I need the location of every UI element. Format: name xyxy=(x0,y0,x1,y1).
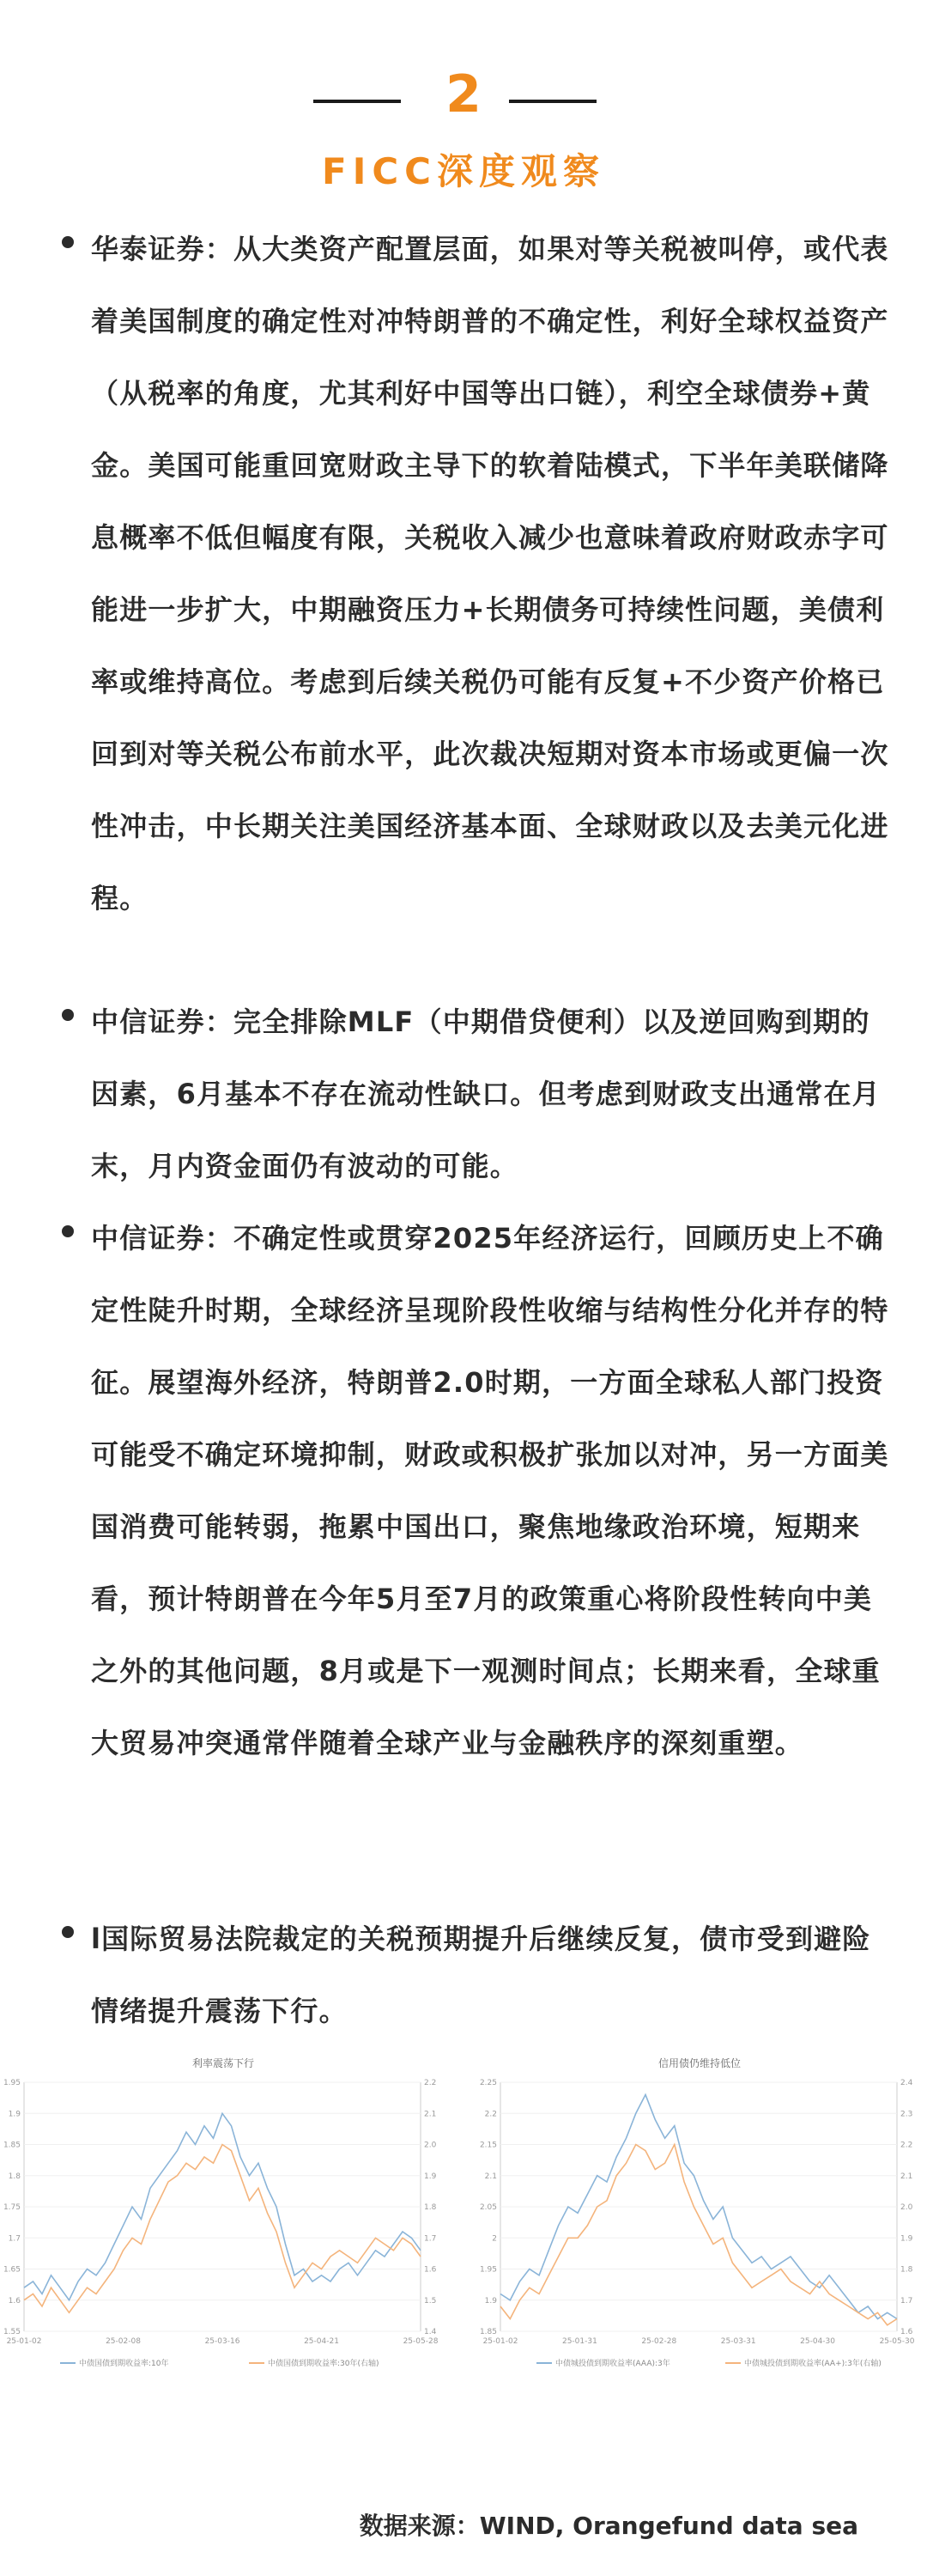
x-tick-label: 25-05-28 xyxy=(403,2337,439,2346)
y-tick-label-right: 2.0 xyxy=(424,2141,437,2150)
y-tick-label-right: 2.4 xyxy=(900,2079,913,2087)
y-tick-label-right: 1.9 xyxy=(900,2234,913,2244)
x-tick-label: 25-01-31 xyxy=(561,2337,597,2346)
y-tick-label-right: 2.1 xyxy=(424,2110,437,2119)
y-tick-label-right: 1.7 xyxy=(900,2296,913,2306)
y-tick-label-left: 1.65 xyxy=(3,2265,21,2275)
x-tick-label: 25-05-30 xyxy=(879,2337,915,2346)
y-tick-label-right: 1.8 xyxy=(424,2203,437,2212)
bullet-dot-icon xyxy=(62,1009,74,1021)
y-tick-label-left: 1.6 xyxy=(8,2296,21,2306)
legend-label: 中债国债到期收益率:10年 xyxy=(79,2360,169,2368)
y-tick-label-left: 1.75 xyxy=(3,2203,21,2212)
section-number: 2 xyxy=(445,64,482,125)
y-tick-label-right: 1.6 xyxy=(900,2328,913,2336)
legend-label: 中债国债到期收益率:30年(右轴) xyxy=(268,2360,379,2368)
bullet-item xyxy=(0,213,927,986)
section-header xyxy=(0,60,927,129)
series-line xyxy=(500,2145,897,2325)
section-title: FICC深度观察 xyxy=(322,150,605,192)
y-tick-label-right: 2.3 xyxy=(900,2110,913,2119)
y-tick-label-right: 1.7 xyxy=(424,2234,437,2244)
series-line xyxy=(24,2145,421,2313)
bullet-dot-icon xyxy=(62,236,74,248)
y-tick-label-left: 2.15 xyxy=(479,2141,497,2150)
y-tick-label-left: 1.85 xyxy=(3,2141,21,2150)
y-tick-label-left: 1.95 xyxy=(479,2265,497,2275)
y-tick-label-left: 2.25 xyxy=(479,2079,497,2087)
y-tick-label-left: 1.95 xyxy=(3,2079,21,2087)
y-tick-label-left: 1.9 xyxy=(484,2296,497,2306)
bullet-list xyxy=(0,213,927,2047)
rate-chart-svg xyxy=(0,2048,446,2391)
bullet-item xyxy=(0,1202,927,1903)
chart-title: 利率震荡下行 xyxy=(191,2057,255,2069)
bullet-text: l国际贸易法院裁定的关税预期提升后继续反复，债市受到避险情绪提升震荡下行。 xyxy=(91,1923,871,2027)
bullet-dot-icon xyxy=(62,1926,74,1938)
credit-chart-svg xyxy=(476,2048,923,2391)
legend-label: 中债城投债到期收益率(AA+):3年(右轴) xyxy=(744,2360,882,2368)
y-tick-label-left: 2.05 xyxy=(479,2203,497,2212)
bullet-text: 华泰证券：从大类资产配置层面，如果对等关税被叫停，或代表着美国制度的确定性对冲特朗普的不确定性，利好全球权益资产（从税率的角度，尤其利好中国等出口链），利空全球债券+黄金。美国可能重回宽财政主导下的软着陆模式，下半年美联储降息概率不低但幅度有限，关税收入减少也意味着政府财政赤字可能进一步扩大，中期融资压力+长期债务可持续性问题，美债利率或维持高位。考虑到后续关税仍可能有反复+不少资产价格已回到对等关税公布前水平，此次裁决短期对资本市场或更偏一次性冲击，中长期关注美国经济基本面、全球财政以及去美元化进程。 xyxy=(91,233,889,914)
x-tick-label: 25-01-02 xyxy=(482,2337,518,2346)
bullet-item xyxy=(0,1903,927,2047)
y-tick-label-left: 2 xyxy=(492,2234,497,2244)
y-tick-label-right: 1.9 xyxy=(424,2172,437,2181)
bullet-item xyxy=(0,986,927,1202)
y-tick-label-right: 1.4 xyxy=(424,2328,437,2336)
y-tick-label-left: 1.7 xyxy=(8,2234,21,2244)
header-rule-right xyxy=(509,100,597,103)
y-tick-label-left: 1.85 xyxy=(479,2328,497,2336)
y-tick-label-right: 1.6 xyxy=(424,2265,437,2275)
y-tick-label-left: 1.55 xyxy=(3,2328,21,2336)
y-tick-label-left: 1.8 xyxy=(8,2172,21,2181)
y-tick-label-left: 1.9 xyxy=(8,2110,21,2119)
y-tick-label-right: 2.1 xyxy=(900,2172,913,2181)
x-tick-label: 25-03-16 xyxy=(204,2337,240,2346)
x-tick-label: 25-03-31 xyxy=(720,2337,756,2346)
legend-label: 中债城投债到期收益率(AAA):3年 xyxy=(555,2360,670,2368)
y-tick-label-left: 2.1 xyxy=(484,2172,497,2181)
y-tick-label-left: 2.2 xyxy=(484,2110,497,2119)
x-tick-label: 25-01-02 xyxy=(6,2337,42,2346)
bullet-text: 中信证券：完全排除MLF（中期借贷便利）以及逆回购到期的因素，6月基本不存在流动性缺口。但考虑到财政支出通常在月末，月内资金面仍有波动的可能。 xyxy=(91,1005,881,1182)
x-tick-label: 25-02-08 xyxy=(106,2337,141,2346)
y-tick-label-right: 2.2 xyxy=(424,2079,437,2087)
charts-row xyxy=(0,2048,927,2409)
y-tick-label-right: 2.2 xyxy=(900,2141,913,2150)
chart-title: 信用债仍维持低位 xyxy=(657,2057,742,2069)
bullet-dot-icon xyxy=(62,1225,74,1237)
y-tick-label-right: 1.5 xyxy=(424,2296,437,2306)
x-tick-label: 25-04-30 xyxy=(800,2337,836,2346)
bullet-text: 中信证券：不确定性或贯穿2025年经济运行，回顾历史上不确定性陡升时期，全球经济呈现阶段性收缩与结构性分化并存的特征。展望海外经济，特朗普2.0时期，一方面全球私人部门投资可能受不确定环境抑制，财政或积极扩张加以对冲，另一方面美国消费可能转弱，拖累中国出口，聚焦地缘政治环境，短期来看，预计特朗普在今年5月至7月的政策重心将阶段性转向中美之外的其他问题，8月或是下一观测时间点；长期来看，全球重大贸易冲突通常伴随着全球产业与金融秩序的深刻重塑。 xyxy=(91,1222,889,1759)
credit-chart xyxy=(476,2048,923,2391)
x-tick-label: 25-02-28 xyxy=(641,2337,677,2346)
y-tick-label-right: 1.8 xyxy=(900,2265,913,2275)
x-tick-label: 25-04-21 xyxy=(304,2337,339,2346)
y-tick-label-right: 2.0 xyxy=(900,2203,913,2212)
rate-chart xyxy=(0,2048,446,2391)
data-source-note: 数据来源：WIND, Orangefund data sea xyxy=(359,2512,858,2540)
